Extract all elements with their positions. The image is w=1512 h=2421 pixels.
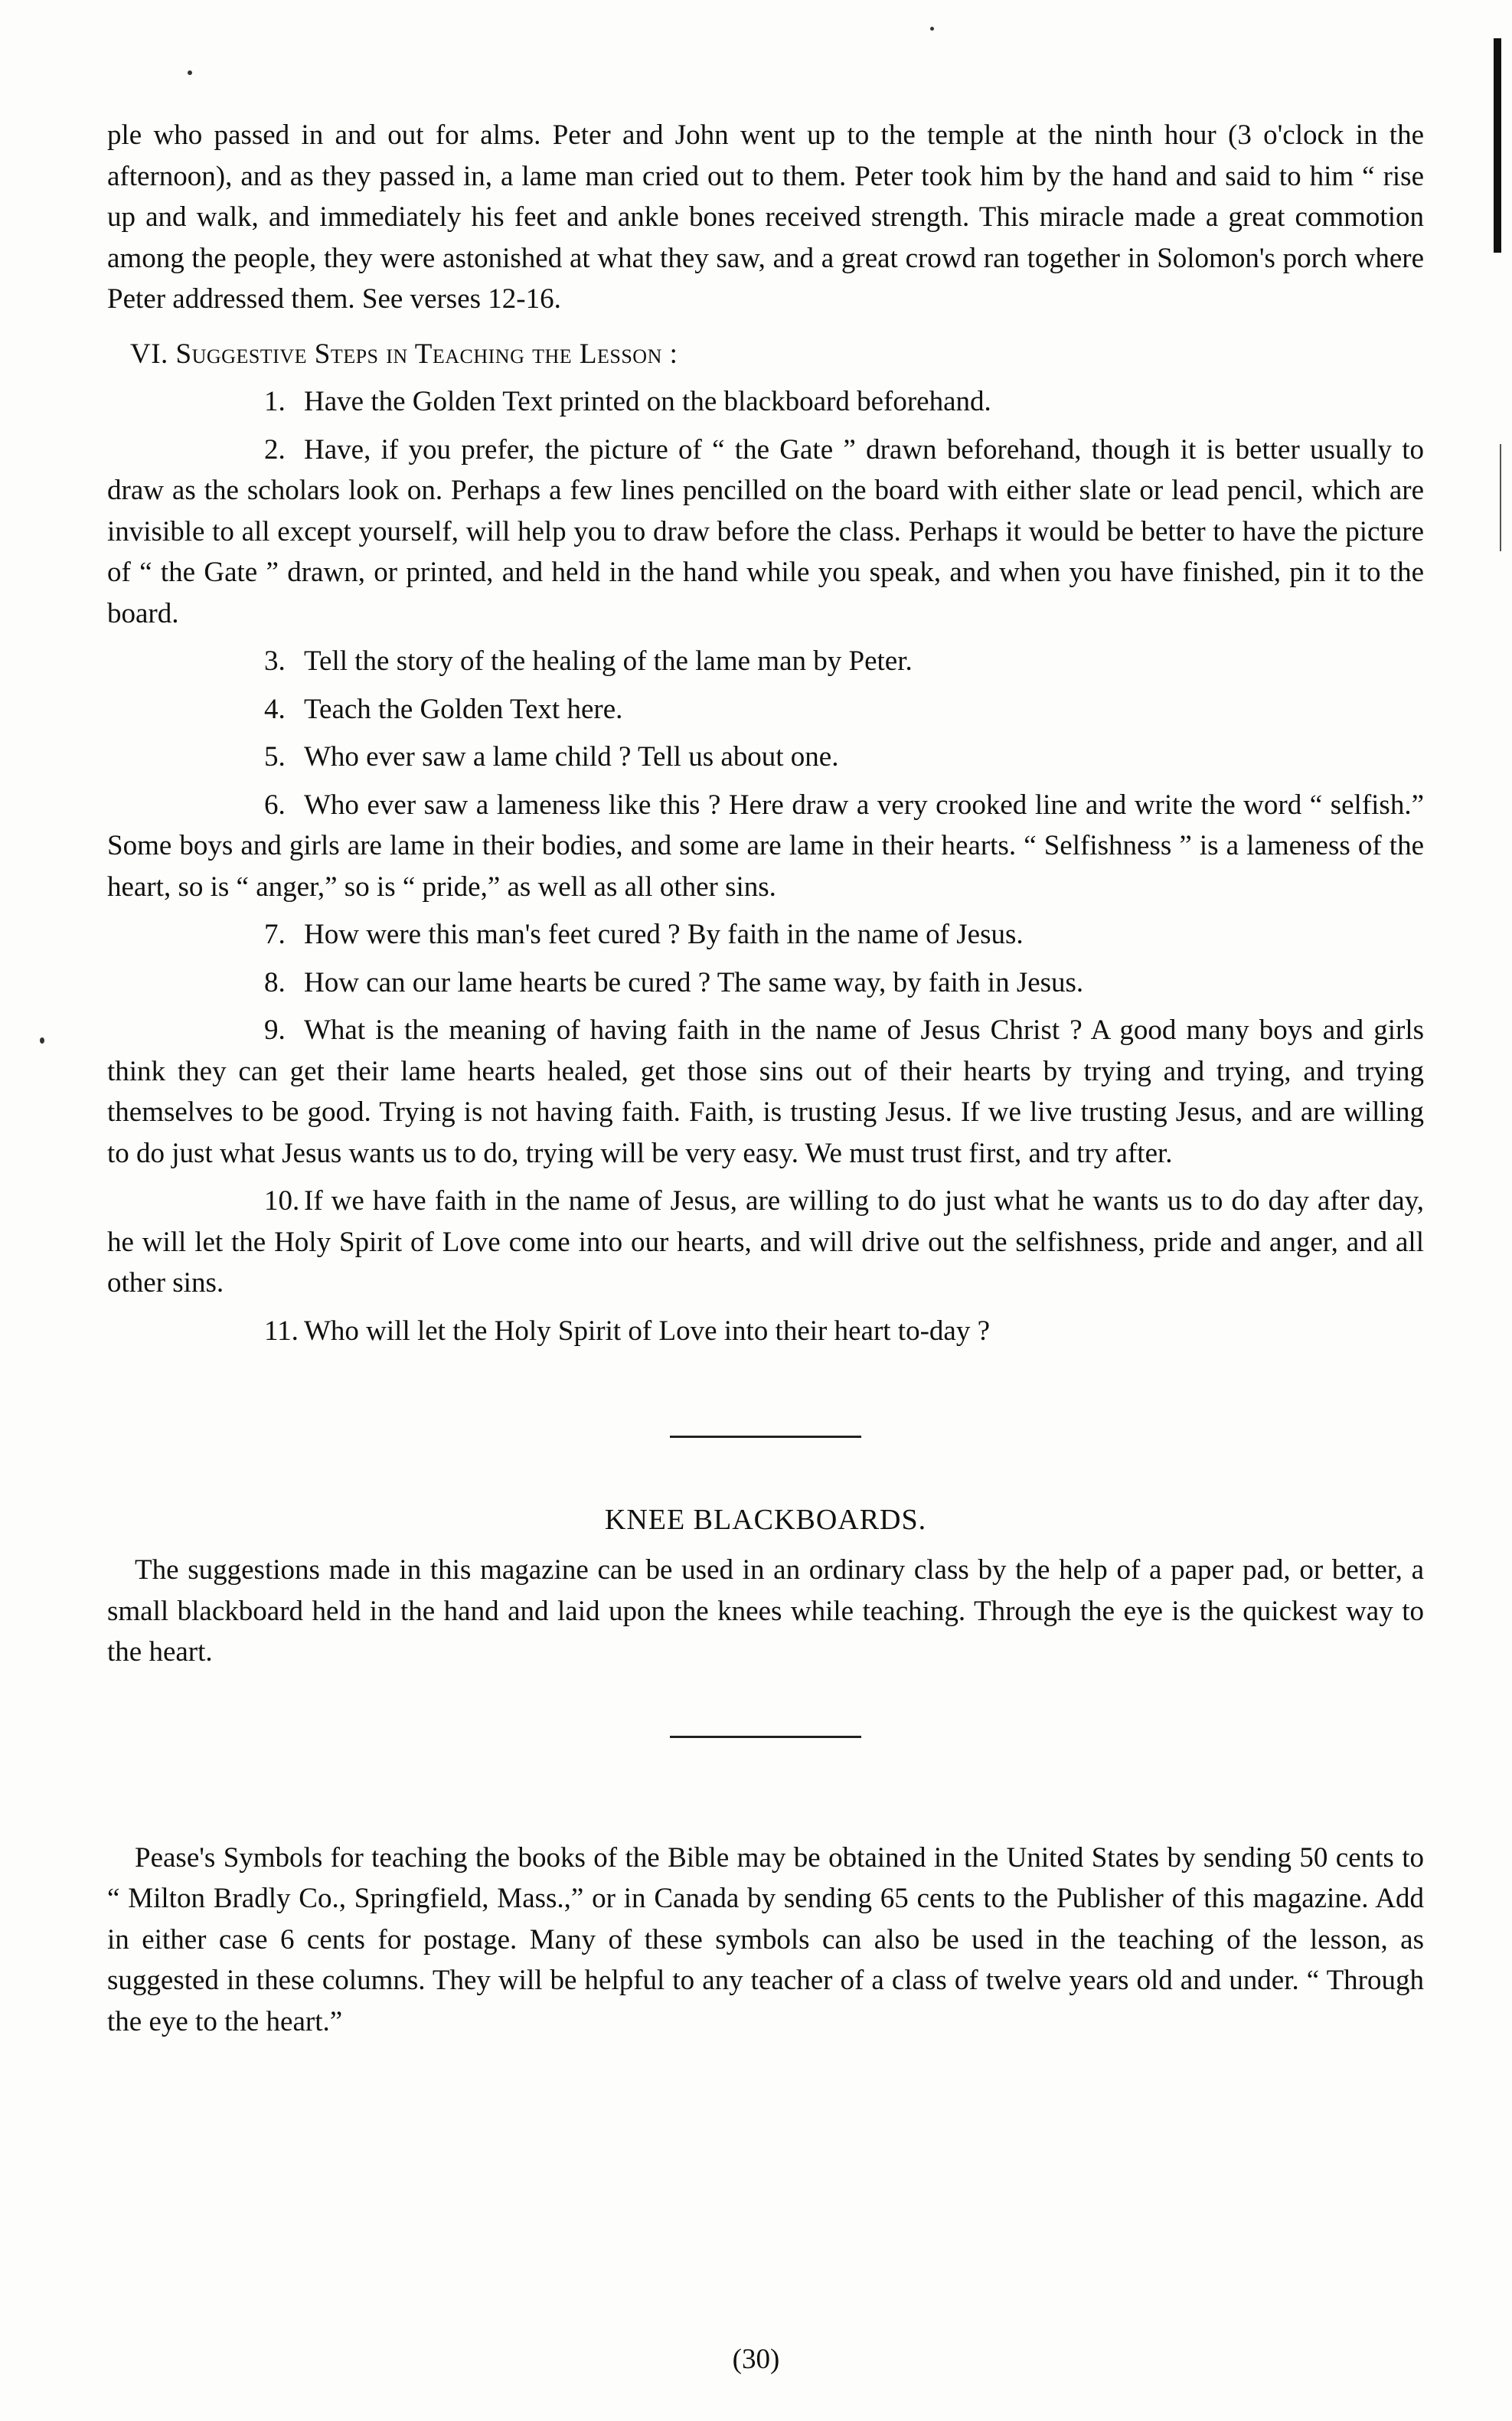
scan-edge-mark <box>1494 38 1501 253</box>
step-number: 7. <box>264 919 286 950</box>
step-item <box>107 914 1424 956</box>
knee-blackboards-heading: KNEE BLACKBOARDS. <box>604 1504 927 1536</box>
step-text: Teach the Golden Text here. <box>304 693 623 725</box>
scan-speck <box>188 70 192 75</box>
step-item <box>107 430 1424 635</box>
section-heading <box>130 334 1424 375</box>
scan-speck <box>40 1037 44 1044</box>
step-text: Who ever saw a lame child ? Tell us about one. <box>304 741 839 773</box>
step-item <box>107 785 1424 908</box>
step-item <box>107 737 1424 778</box>
step-number: 9. <box>264 1014 286 1046</box>
document-page <box>107 115 1424 2042</box>
section-divider <box>670 1736 861 1738</box>
scan-speck <box>930 27 934 31</box>
step-number: 2. <box>264 433 286 466</box>
step-text: Have, if you prefer, the picture of “ the Gate ” drawn beforehand, though it is better usually to draw as the scholars look on. Perhaps a few lines pencilled on the board with either slate or lead pencil, which are invisible to all except yourself, will help you to draw before the class. Perhaps it would be better to have the picture of “ the Gate ” drawn, or printed, and held in the hand while you speak, and when you have finished, pin it to the board. <box>107 433 1424 629</box>
step-text: If we have faith in the name of Jesus, are willing to do just what he wants us to do day after day, he will let the Holy Spirit of Love come into our hearts, and will drive out the selfishness, pride and anger, and all other sins. <box>107 1185 1424 1299</box>
knee-blackboards-paragraph: The suggestions made in this magazine can be used in an ordinary class by the help of a paper pad, or better, a small blackboard held in the hand and laid upon the knees while teaching. Through the eye is the quickest way to the heart. <box>107 1554 1424 1668</box>
step-item <box>107 641 1424 682</box>
step-text: How were this man's feet cured ? By faith in the name of Jesus. <box>304 919 1024 950</box>
step-number: 1. <box>264 386 286 417</box>
step-text: Who will let the Holy Spirit of Love into their heart to-day ? <box>304 1315 991 1347</box>
step-number: 3. <box>264 645 286 677</box>
step-text: What is the meaning of having faith in the name of Jesus Christ ? A good many boys and girls think they can get their lame hearts healed, get those sins out of their hearts by trying and trying, and trying themselves to be good. Trying is not having faith. Faith, is trusting Jesus. If we live trusting Jesus, and are willing to do just what Jesus wants us to do, trying will be very easy. We must trust first, and try after. <box>107 1014 1424 1169</box>
step-text: Who ever saw a lameness like this ? Here draw a very crooked line and write the word “ selfish.” Some boys and girls are lame in their bodies, and some are lame in their hearts. “ Selfishness ” is a lameness of the heart, so is “ anger,” so is “ pride,” as well as all other sins. <box>107 789 1424 903</box>
step-item <box>107 1181 1424 1304</box>
opening-paragraph: ple who passed in and out for alms. Peter and John went up to the temple at the ninth hour (3 o'clock in the afternoon), and as they passed in, a lame man cried out to them. Peter took him by the hand and said to him “ rise up and walk, and immediately his feet and ankle bones received strength. This miracle made a great commotion among the people, they were astonished at what they saw, and a great crowd ran together in Solomon's porch where Peter addressed them. See verses 12-16. <box>107 119 1424 315</box>
section-title: Suggestive Steps in Teaching the Lesson : <box>175 338 678 370</box>
section-divider <box>670 1436 861 1438</box>
step-number: 11. <box>264 1315 299 1347</box>
step-number: 10. <box>264 1185 300 1217</box>
step-number: 8. <box>264 966 286 998</box>
step-item <box>107 1311 1424 1352</box>
pease-symbols-paragraph: Pease's Symbols for teaching the books of the Bible may be obtained in the United States by sending 50 cents to “ Milton Bradly Co., Springfield, Mass.,” or in Canada by sending 65 cents to the Publisher of this magazine. Add in either case 6 cents for postage. Many of these symbols can also be used in the teaching of the lesson, as suggested in these columns. They will be helpful to any teacher of a class of twelve years old and under. “ Through the eye to the heart.” <box>107 1841 1424 2037</box>
step-number: 6. <box>264 789 286 821</box>
step-text: How can our lame hearts be cured ? The same way, by faith in Jesus. <box>304 966 1084 998</box>
step-number: 4. <box>264 693 286 725</box>
step-item <box>107 962 1424 1004</box>
step-number: 5. <box>264 741 286 773</box>
step-text: Have the Golden Text printed on the blackboard beforehand. <box>304 386 991 417</box>
scan-edge-mark <box>1500 444 1501 551</box>
step-item <box>107 381 1424 423</box>
step-item <box>107 1010 1424 1174</box>
section-numeral: VI. <box>130 338 168 370</box>
step-item <box>107 689 1424 730</box>
step-text: Tell the story of the healing of the lame man by Peter. <box>304 645 913 677</box>
page-number: (30) <box>732 2344 780 2375</box>
